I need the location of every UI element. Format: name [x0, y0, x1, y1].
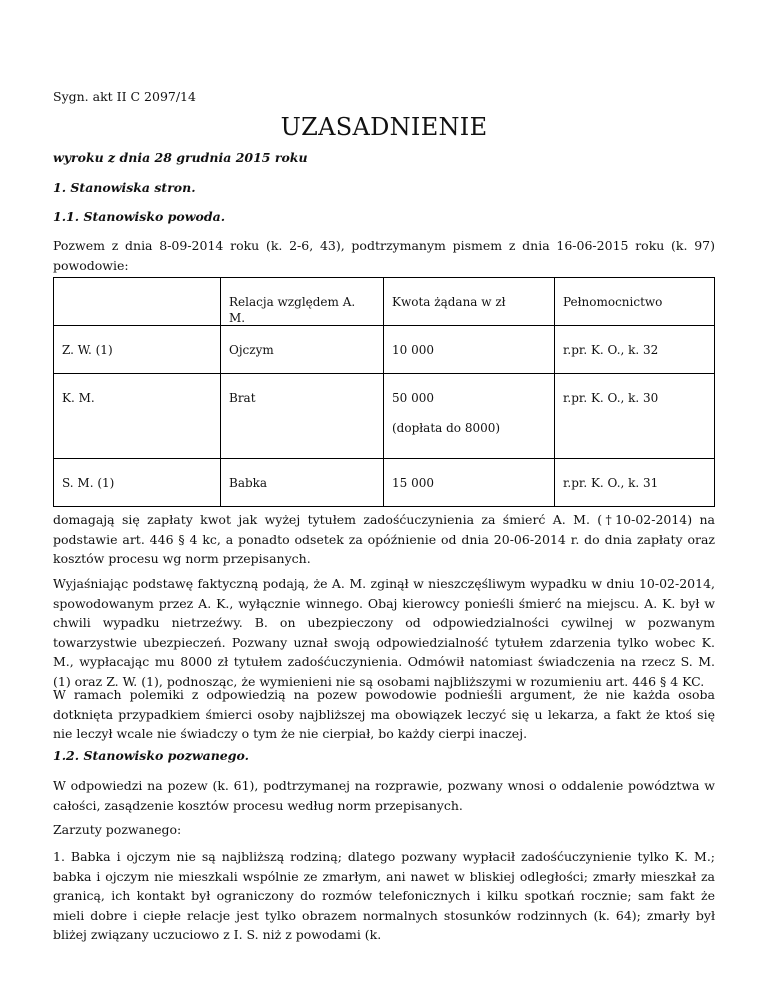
case-signature: Sygn. akt II C 2097/14	[53, 89, 196, 104]
table-cell-attorney: r.pr. K. O., k. 32	[555, 326, 715, 374]
table-header-cell: Relacja względem A. M.	[221, 278, 384, 326]
document-subtitle: wyroku z dnia 28 grudnia 2015 roku	[53, 150, 308, 165]
table-cell-name: Z. W. (1)	[54, 326, 221, 374]
table-cell-attorney: r.pr. K. O., k. 30	[555, 374, 715, 459]
table-header-cell	[54, 278, 221, 326]
table-cell-relation: Brat	[221, 374, 384, 459]
table-row	[54, 374, 715, 459]
paragraph-objection-1: 1. Babka i ojczym nie są najbliższą rodziną; dlatego pozwany wypłacił zadośćuczynienie tylko K. M.; babka i ojczym nie mieszkali wspólnie ze zmarłym, ani nawet w bliskiej odległości; zmarły mieszkał za granicą, ich kontakt był ograniczony do rozmów telefonicznych i kilku spotkań rocznie; sam fakt że mieli dobre i ciepłe relacje jest tylko obrazem normalnych stosunków rodzinnych (k. 64); zmarły był bliżej związany uczuciowo z I. S. niż z powodami (k.	[53, 849, 715, 942]
paragraph-polemic: W ramach polemiki z odpowiedzią na pozew powodowie podnieśli argument, że nie każda osoba dotknięta przypadkiem śmierci osoby najbliższej ma obowiązek leczyć się u lekarza, a fakt że ktoś się nie leczył wcale nie świadczy o tym że nie cierpiał, bo każdy cierpi inaczej.	[53, 687, 715, 741]
table-row	[54, 326, 715, 374]
table-cell-relation: Ojczym	[221, 326, 384, 374]
paragraph-intro: Pozwem z dnia 8-09-2014 roku (k. 2-6, 43), podtrzymanym pismem z dnia 16-06-2015 roku (k. 97) powodowie:	[53, 238, 715, 273]
section-heading-1-1: 1.1. Stanowisko powoda.	[53, 209, 226, 224]
table-cell-name: K. M.	[54, 374, 221, 459]
paragraph-defendant-response: W odpowiedzi na pozew (k. 61), podtrzymanej na rozprawie, pozwany wnosi o oddalenie powództwa w całości, zasądzenie kosztów procesu według norm przepisanych.	[53, 778, 715, 813]
amount-note: (dopłata do 8000)	[392, 421, 501, 435]
table-cell-attorney: r.pr. K. O., k. 31	[555, 459, 715, 507]
paragraph-facts: Wyjaśniając podstawę faktyczną podają, że A. M. zginął w nieszczęśliwym wypadku w dniu 10-02-2014, spowodowanym przez A. K., wyłącznie winnego. Obaj kierowcy ponieśli śmierć na miejscu. A. K. był w chwili wypadku nietrzeźwy. B. on ubezpieczony od odpowiedzialności cywilnej w pozwanym towarzystwie ubezpieczeń. Pozwany uznał swoją odpowiedzialność tytułem zdarzenia tylko wobec K. M., wypłacając mu 8000 zł tytułem zadośćuczynienia. Odmówił natomiast świadczenia na rzecz S. M. (1) oraz Z. W. (1), podnosząc, że wymienieni nie są osobami najbliższymi w rozumieniu art. 446 § 4 KC.	[53, 576, 715, 689]
section-heading-1: 1. Stanowiska stron.	[53, 180, 196, 195]
table-header-cell: Kwota żądana w zł	[384, 278, 555, 326]
section-heading-1-2: 1.2. Stanowisko pozwanego.	[53, 748, 249, 763]
paragraph-claim: domagają się zapłaty kwot jak wyżej tytułem zadośćuczynienia za śmierć A. M. (†10-02-2014) na podstawie art. 446 § 4 kc, a ponadto odsetek za opóźnienie od dnia 20-06-2014 r. do dnia zapłaty oraz kosztów procesu wg norm przepisanych.	[53, 512, 715, 566]
paragraph-objections-label: Zarzuty pozwanego:	[53, 822, 182, 837]
claims-table	[53, 277, 715, 507]
table-row	[54, 459, 715, 507]
table-cell-amount: 10 000	[384, 326, 555, 374]
table-header-cell: Pełnomocnictwo	[555, 278, 715, 326]
table-cell-amount: 50 000 (dopłata do 8000)	[384, 374, 555, 459]
table-cell-name: S. M. (1)	[54, 459, 221, 507]
table-cell-amount: 15 000	[384, 459, 555, 507]
document-title: UZASADNIENIE	[280, 113, 488, 141]
table-header-row	[54, 278, 715, 326]
table-cell-relation: Babka	[221, 459, 384, 507]
